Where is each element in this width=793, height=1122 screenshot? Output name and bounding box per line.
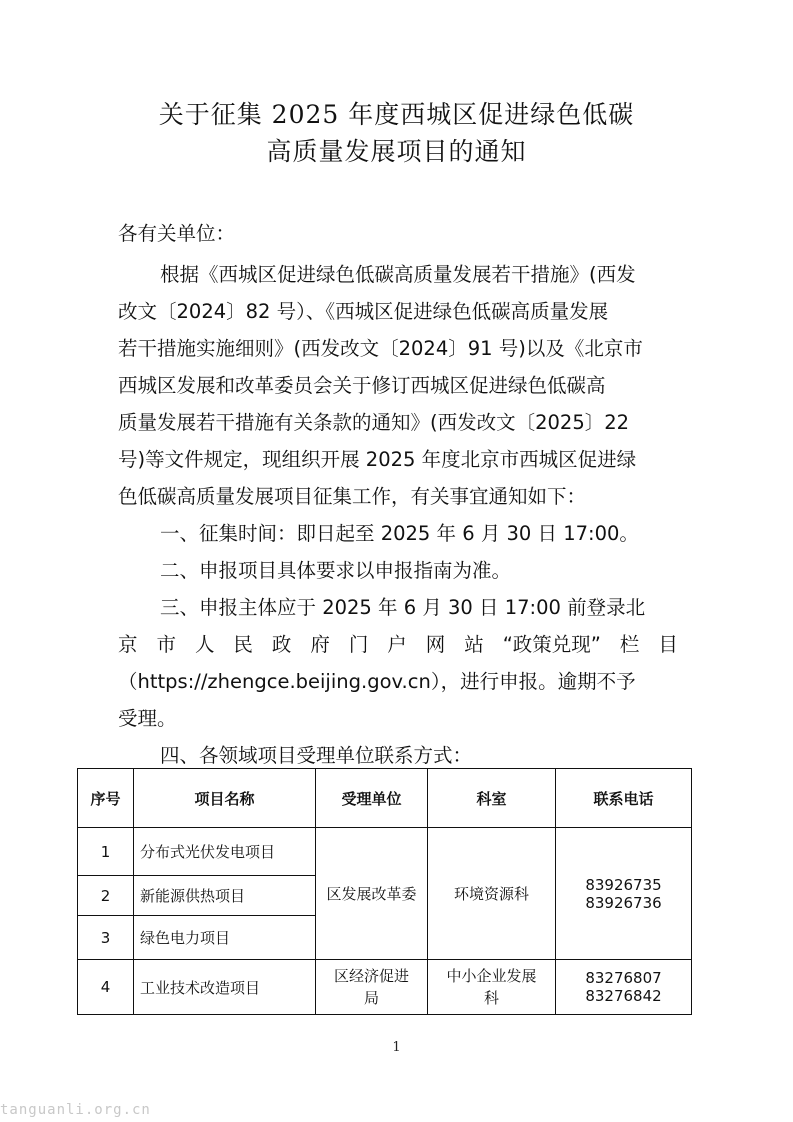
header-no: 序号 [78,769,134,828]
document-title [0,96,793,170]
row-no: 1 [78,828,134,876]
row-project-name: 工业技术改造项目 [134,960,316,1015]
intro-line-7: 色低碳高质量发展项目征集工作，有关事宜通知如下： [118,485,587,508]
phone-number: 83926735 [585,875,662,894]
watermark: tanguanli.org.cn [0,1102,151,1118]
policy-column-name: “政策兑现” [502,633,601,656]
header-unit: 受理单位 [316,769,428,828]
table-header-row [78,769,692,828]
row-phone [556,828,692,960]
phone-number: 83276807 [585,969,662,987]
intro-line-5: 质量发展若干措施有关条款的通知》(西发改文〔2025〕22 [118,411,630,434]
page-number: 1 [392,1040,401,1055]
item-submission-line-2 [118,629,678,657]
submission-word: 站 [464,633,484,656]
item-submission-line-1: 三、申报主体应于 2025 年 6 月 30 日 17:00 前登录北 [160,596,646,619]
intro-line-6: 号)等文件规定，现组织开展 2025 年度北京市西城区促进绿 [118,448,637,471]
submission-word: 目 [658,633,678,656]
row-no: 3 [78,916,134,960]
item-requirements: 二、申报项目具体要求以申报指南为准。 [160,559,512,582]
phone-number: 83926736 [585,893,662,912]
title-line-2: 高质量发展项目的通知 [266,137,527,166]
header-dept: 科室 [428,769,556,828]
row-dept: 环境资源科 [428,828,556,960]
item-collection-time: 一、征集时间：即日起至 2025 年 6 月 30 日 17:00。 [160,522,639,545]
phone-number: 83276842 [585,987,662,1005]
intro-line-3: 若干措施实施细则》(西发改文〔2024〕91 号)以及《北京市 [118,337,643,360]
unit-text: 区发展改革委 [326,884,417,903]
table-row [78,828,692,876]
contacts-table [77,768,692,1015]
row-unit [316,828,428,960]
submission-word: 京 [118,633,138,656]
submission-word: 府 [310,633,330,656]
header-project-name: 项目名称 [134,769,316,828]
submission-word: 户 [387,633,407,656]
dept-text: 中小企业发展科 [446,967,537,1007]
row-no: 4 [78,960,134,1015]
header-phone: 联系电话 [556,769,692,828]
item-contacts-heading: 四、各领域项目受理单位联系方式： [160,744,473,767]
item-submission-line-3: （https://zhengce.beijing.gov.cn），进行申报。逾期不予 [118,670,636,693]
title-line-1: 关于征集 2025 年度西城区促进绿色低碳 [158,100,635,129]
intro-line-1: 根据《西城区促进绿色低碳高质量发展若干措施》(西发 [160,263,636,286]
submission-word: 民 [233,633,253,656]
row-project-name: 新能源供热项目 [134,876,316,916]
submission-word: 政 [271,633,292,656]
submission-word: 市 [156,633,176,656]
salutation: 各有关单位： [118,222,236,245]
submission-word: 网 [425,633,446,656]
intro-line-2: 改文〔2024〕82 号）、《西城区促进绿色低碳高质量发展 [118,300,609,323]
row-project-name: 绿色电力项目 [134,916,316,960]
row-dept [428,960,556,1015]
row-phone [556,960,692,1015]
submission-word: 门 [348,633,369,656]
table-row [78,960,692,1015]
unit-text: 区经济促进局 [333,967,409,1007]
submission-word: 人 [194,633,215,656]
row-unit [316,960,428,1015]
intro-line-4: 西城区发展和改革委员会关于修订西城区促进绿色低碳高 [118,374,606,397]
row-no: 2 [78,876,134,916]
item-submission-line-4: 受理。 [118,707,177,730]
row-project-name: 分布式光伏发电项目 [134,828,316,876]
submission-word: 栏 [619,633,640,656]
